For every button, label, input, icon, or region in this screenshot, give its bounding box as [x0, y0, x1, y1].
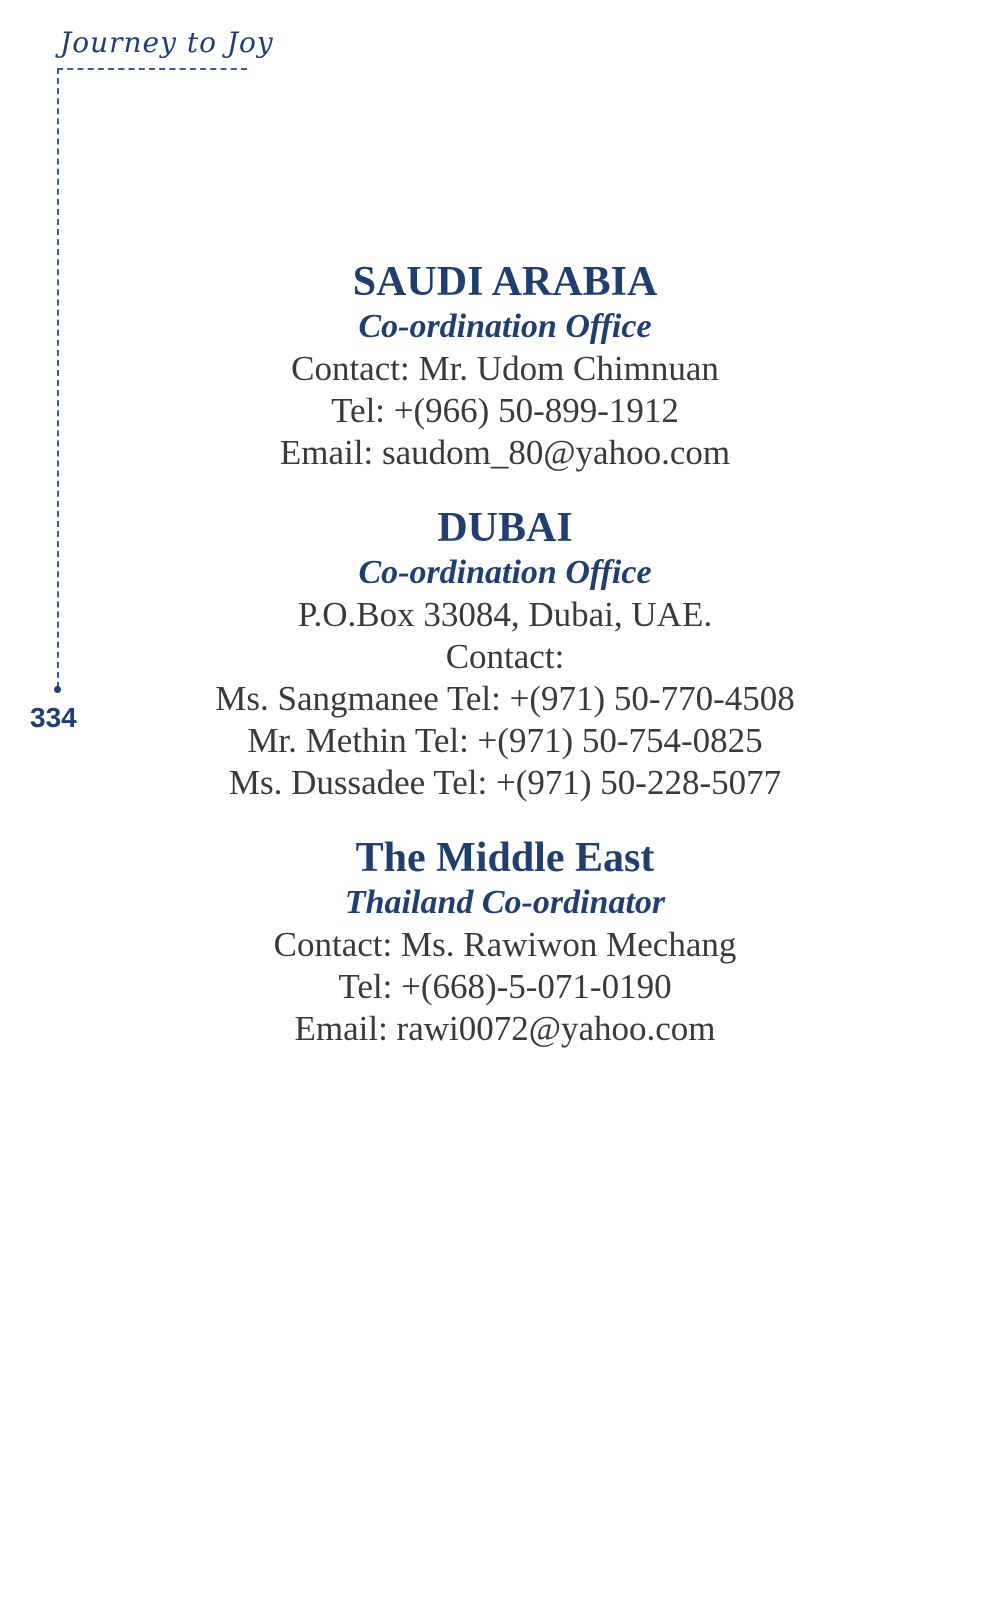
page-number: 334	[30, 702, 77, 733]
section-dubai	[150, 504, 860, 804]
address-line: P.O.Box 33084, Dubai, UAE.	[297, 595, 713, 634]
contact-listing	[150, 258, 860, 1080]
section-middle-east	[150, 834, 860, 1050]
section-subtitle: Co-ordination Office	[358, 308, 652, 345]
email-line: Email: saudom_80@yahoo.com	[279, 433, 731, 472]
contact-label: Contact:	[445, 637, 565, 676]
phone-line: Ms. Sangmanee Tel: +(971) 50-770-4508	[215, 679, 795, 718]
running-header-title: Journey to Joy	[60, 26, 274, 59]
section-subtitle: Thailand Co-ordinator	[344, 884, 666, 921]
email-line: Email: rawi0072@yahoo.com	[294, 1009, 716, 1048]
guide-end-dot	[54, 686, 61, 693]
phone-line: Tel: +(668)-5-071-0190	[338, 967, 672, 1006]
phone-line: Mr. Methin Tel: +(971) 50-754-0825	[247, 721, 763, 760]
section-title: SAUDI ARABIA	[352, 259, 658, 305]
phone-line: Tel: +(966) 50-899-1912	[331, 391, 679, 430]
section-title: The Middle East	[355, 835, 655, 881]
section-subtitle: Co-ordination Office	[358, 554, 652, 591]
dashed-guide-vertical	[57, 68, 59, 688]
contact-line: Contact: Mr. Udom Chimnuan	[291, 349, 719, 388]
dashed-guide-horizontal	[57, 68, 247, 70]
section-title: DUBAI	[437, 505, 573, 551]
section-saudi-arabia	[150, 258, 860, 474]
phone-line: Ms. Dussadee Tel: +(971) 50-228-5077	[228, 763, 782, 802]
contact-line: Contact: Ms. Rawiwon Mechang	[273, 925, 737, 964]
